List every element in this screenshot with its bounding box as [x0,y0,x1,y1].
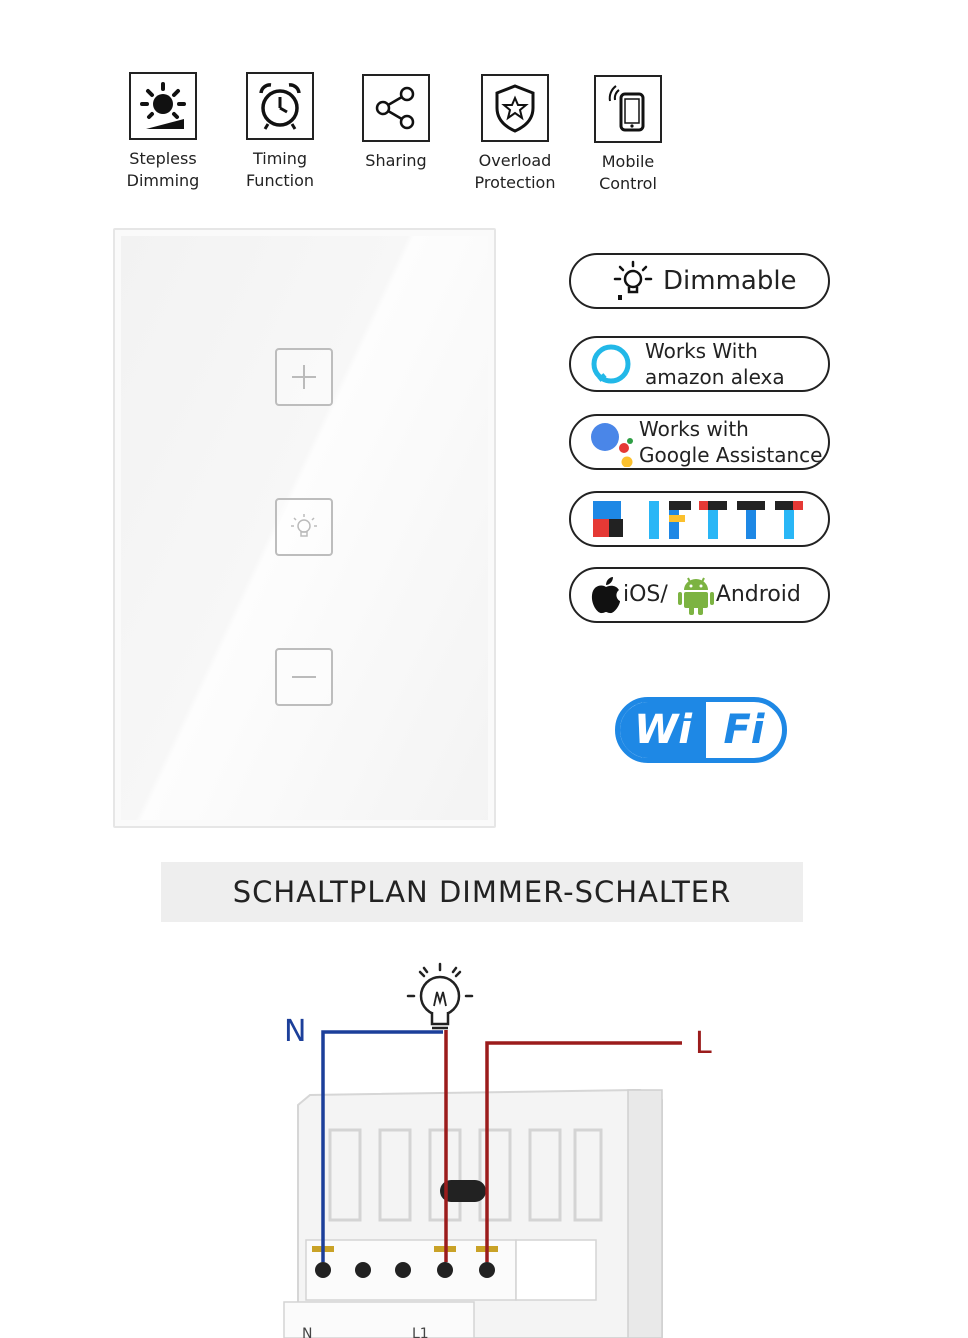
google-assistant-icon [587,417,635,467]
apple-logo-icon [589,575,623,615]
dim-up-button[interactable] [275,348,333,406]
neutral-label: N [284,1014,307,1049]
android-robot-icon [678,574,714,616]
dimmable-bulb-icon [611,259,655,303]
feature-label: Timing Function [245,149,315,190]
wiring-title: SCHALTPLAN DIMMER-SCHALTER [161,862,803,922]
lightbulb-icon [408,964,472,1028]
live-label: L [695,1026,712,1061]
feature-timing-function [225,72,335,192]
plus-icon [289,362,319,392]
feature-label: Stepless Dimming [126,149,200,190]
wifi-logo [615,697,787,763]
google-line2: Google Assistance [639,443,823,467]
alexa-ring-icon [589,342,633,386]
shield-icon [481,74,549,142]
wiring-diagram [0,940,968,1338]
badge-ifttt [569,491,830,547]
feature-label: Mobile Control [599,152,657,193]
terminal-n-label: N [302,1326,313,1338]
light-toggle-button[interactable] [275,498,333,556]
google-line1: Works with [639,417,749,441]
wifi-text-fi: Fi [723,707,765,753]
feature-sharing [341,74,451,172]
feature-label: Sharing [365,151,427,170]
phone-icon [594,75,662,143]
lightbulb-icon [289,512,319,542]
android-text: Android [715,582,801,607]
dimming-sun-icon [129,72,197,140]
wifi-text-wi: Wi [634,707,692,753]
switch-back-housing [284,1090,662,1338]
touch-switch-panel [113,228,496,828]
dim-down-button[interactable] [275,648,333,706]
badge-dimmable [569,253,830,309]
ios-text: iOS/ [623,582,668,607]
alexa-line2: amazon alexa [645,365,785,389]
terminal-l-label: L1 [412,1326,429,1338]
badge-google-assistant [569,414,830,470]
feature-overload-protection [460,74,570,194]
badge-amazon-alexa [569,336,830,392]
ifttt-logo-icon [571,493,827,545]
minus-icon [289,662,319,692]
feature-mobile-control [573,75,683,195]
badge-dimmable-text: Dimmable [663,266,797,296]
alarm-clock-icon [246,72,314,140]
feature-label: Overload Protection [474,151,556,192]
badge-ios-android [569,567,830,623]
feature-stepless-dimming [108,72,218,192]
alexa-line1: Works With [645,339,758,363]
share-icon [362,74,430,142]
